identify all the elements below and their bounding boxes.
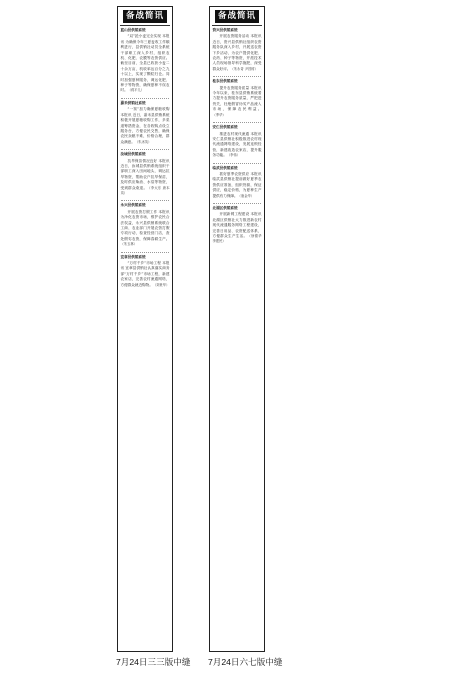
article-body: 提升农资服务质量 本报讯 今年以来，桂东县供销系统着力提升农资服务质量，严把进货关，杜绝假冒伪劣产品流入市场，保障农民利益。（季华） [212,85,262,117]
article-headline: 蓝山县供销系统 [120,28,146,32]
article-credit: （李伟） [226,153,241,158]
divider [213,76,261,77]
article-headline: 汝城县供销系统 [120,152,146,157]
article-body: 开展农资打假工作 本报讯 为净化农资市场，维护农民合法权益，永兴县供销系统联合工商、农业部门开展农资打假专项行动，检查经营门店，查处假劣农资，保障春耕生产。（朱玉林） [120,209,170,247]
article-body: 推进农村现代流通 本报讯 安仁县供销社积极推进农村现代流通网络建设，发展连锁经营，新建改造农家店，提升服务功能。（李伟） [212,131,262,158]
article-credit: （唐金华） [237,193,255,198]
article-credit: （朱永奇 尹昌树） [230,66,258,71]
news-article [118,203,172,247]
article-credit: （刘贵华） [152,282,170,287]
article-body: 抗旱保苗情况良好 本报讯 近日，汝城县供销系统组织干部职工深入田间地头，调运抗旱物资，帮助农户抗旱保苗，及时供应柴油、水泵等物资，受到群众欢迎。（李大东 唐本岚） [120,158,170,195]
article-body: 开展农资服务活动 本报讯 近日，资兴县供销社组织农资服务队深入乡村，开展送农资下乡活动，为农户提供化肥、农药、种子等物资，并派技术人员现场指导科学施肥，深受群众好评。（朱永奇 尹昌树） [212,34,262,71]
news-article [118,255,172,288]
article-headline: 安仁县供销系统 [212,125,238,130]
article-body: “一窝”加力确保夏粮收购 本报讯 近日，嘉禾县供销系统积极开展夏粮收购工作，多渠道筹措资金，在各收购点设立服务台，方便农民交售，确保农民卖粮不难，价格合理，群众满意。（朱冰英） [120,107,170,144]
news-article [118,101,172,145]
article-credit: （徐德华 李建民） [212,234,262,244]
article-body: 抓好夏季农资供应 本报讯 临武县供销社提前做好夏季农资供应准备，组织货源，保证供应，稳定价格，为夏种生产提供有力保障。（唐金华） [212,171,262,198]
news-column-1 [117,6,173,652]
article-headline: 临武县供销系统 [212,165,238,170]
article-credit: （朱玉林） [120,242,137,247]
article-headline: 北湖区供销系统 [212,205,238,210]
article-body: “双”抢小麦完全实现 本报讯 为确保今年三夏麦收工作顺利进行，县供销社动员全系统干部职工深入乡村，组织农机、化肥、农膜等农资供应。截至目前，全县已收获小麦二十余万亩，机收率达百分之九十以上，实现了颗粒归仓。同时加强夏种服务，调运化肥、种子等物资，确保夏种不误农时。（蒋平儿） [120,34,170,93]
article-headline: 嘉禾供销社系统 [120,100,146,105]
divider [121,200,169,201]
news-article [118,152,172,196]
news-article [210,206,264,245]
article-credit: （李大东 唐本岚） [120,185,170,195]
article-body: “万村千乡”市场工程 本报讯 宜章县供销社认真落实商务部“万村千乡”市场工程，新建农家店，完善农村流通网络，方便群众就近购物。（刘贵华） [120,261,170,287]
article-credit: （朱冰英） [134,139,152,144]
divider [120,25,170,26]
news-article [118,28,172,94]
article-credit: （蒋平儿） [127,88,145,93]
column-caption: 7月24日六七版中缝 [208,657,283,667]
divider [213,203,261,204]
divider [121,252,169,253]
divider [121,149,169,150]
news-article [210,166,264,199]
article-body: 开展新网工程建设 本报讯 北湖区供销社大力推进新农村现代流通服务网络工程建设，完善日用品、农资配送体系，方便群众生产生活。（徐德华 李建民） [212,212,262,244]
article-headline: 永兴县供销系统 [120,203,146,208]
article-headline: 资兴县供销系统 [212,28,238,32]
article-credit: （季华） [212,112,226,117]
news-article [210,28,264,72]
news-article [210,125,264,158]
article-headline: 宜章县供销系统 [120,254,146,259]
column-banner: 备战简讯 [123,10,167,23]
divider [213,163,261,164]
news-column-2 [209,6,265,652]
divider [213,122,261,123]
divider [212,25,262,26]
article-headline: 桂东县供销系统 [212,79,238,84]
divider [121,98,169,99]
column-banner: 备战简讯 [215,10,259,23]
column-caption: 7月24日三三版中缝 [116,657,191,667]
news-article [210,79,264,118]
